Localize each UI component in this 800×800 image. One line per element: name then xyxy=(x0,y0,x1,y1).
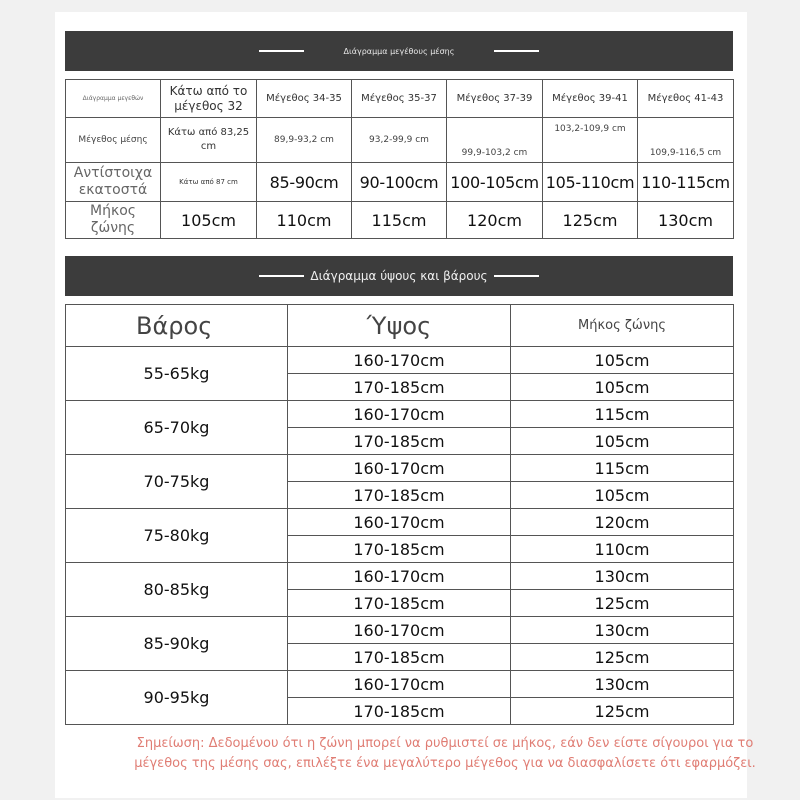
height-cell: 160-170cm xyxy=(288,455,511,482)
row-label-percent: Αντίστοιχα εκατοστά xyxy=(66,163,161,202)
belt-cell: 105cm xyxy=(511,374,734,401)
table-row xyxy=(66,455,734,482)
height-cell: 170-185cm xyxy=(288,428,511,455)
banner-rule-left xyxy=(259,275,304,277)
column-header: Κάτω από το μέγεθος 32 xyxy=(161,80,257,118)
table-row xyxy=(66,563,734,590)
waist-value: 89,9-93,2 cm xyxy=(257,118,352,163)
belt-cell: 130cm xyxy=(511,617,734,644)
belt-length-header: Μήκος ζώνης xyxy=(511,305,734,347)
table-row xyxy=(66,401,734,428)
note-line-2: μέγεθος της μέσης σας, επιλέξτε ένα μεγαλύτερο μέγεθος για να διασφαλίσετε ότι εφαρμόζει. xyxy=(134,756,756,771)
banner-rule-right xyxy=(494,275,539,277)
height-cell: 160-170cm xyxy=(288,671,511,698)
table-header-row xyxy=(66,80,734,118)
height-cell: 160-170cm xyxy=(288,617,511,644)
fit-note xyxy=(95,734,795,774)
banner-rule-right xyxy=(494,50,539,52)
belt-cell: 115cm xyxy=(511,455,734,482)
height-weight-title: Διάγραμμα ύψους και βάρους xyxy=(310,269,488,283)
banner-rule-left xyxy=(259,50,304,52)
column-header: Μέγεθος 37-39 xyxy=(447,80,543,118)
belt-cell: 125cm xyxy=(511,698,734,725)
table-row xyxy=(66,347,734,374)
belt-value: 115cm xyxy=(352,202,447,239)
column-header: Μέγεθος 34-35 xyxy=(257,80,352,118)
note-line-1: Σημείωση: Δεδομένου ότι η ζώνη μπορεί να ρυθμιστεί σε μήκος, εάν δεν είστε σίγουροι για το xyxy=(136,736,754,751)
belt-value: 130cm xyxy=(638,202,734,239)
percent-value: 85-90cm xyxy=(257,163,352,202)
waist-chart-title: Διάγραμμα μεγέθους μέσης xyxy=(343,46,455,56)
table-row xyxy=(66,671,734,698)
weight-cell: 65-70kg xyxy=(66,401,288,455)
row-label-waist: Μέγεθος μέσης xyxy=(66,118,161,163)
weight-cell: 75-80kg xyxy=(66,509,288,563)
waist-value: 99,9-103,2 cm xyxy=(447,118,543,163)
waist-value: Κάτω από 83,25 cm xyxy=(161,118,257,163)
percent-value: 90-100cm xyxy=(352,163,447,202)
height-cell: 170-185cm xyxy=(288,536,511,563)
belt-cell: 130cm xyxy=(511,563,734,590)
waist-size-table xyxy=(65,79,734,239)
belt-cell: 125cm xyxy=(511,590,734,617)
belt-cell: 110cm xyxy=(511,536,734,563)
height-cell: 160-170cm xyxy=(288,509,511,536)
belt-cell: 105cm xyxy=(511,347,734,374)
table-row xyxy=(66,617,734,644)
waist-chart-banner xyxy=(65,31,733,71)
column-header: Μέγεθος 41-43 xyxy=(638,80,734,118)
belt-cell: 125cm xyxy=(511,644,734,671)
height-cell: 160-170cm xyxy=(288,563,511,590)
belt-cell: 115cm xyxy=(511,401,734,428)
height-weight-banner xyxy=(65,256,733,296)
weight-cell: 85-90kg xyxy=(66,617,288,671)
belt-cell: 120cm xyxy=(511,509,734,536)
table-row xyxy=(66,118,734,163)
belt-value: 105cm xyxy=(161,202,257,239)
height-cell: 170-185cm xyxy=(288,644,511,671)
height-cell: 160-170cm xyxy=(288,401,511,428)
weight-cell: 55-65kg xyxy=(66,347,288,401)
belt-value: 120cm xyxy=(447,202,543,239)
row-label-belt: Μήκος ζώνης xyxy=(66,202,161,239)
waist-value: 103,2-109,9 cm xyxy=(543,118,638,163)
belt-value: 110cm xyxy=(257,202,352,239)
belt-cell: 105cm xyxy=(511,428,734,455)
percent-value: 105-110cm xyxy=(543,163,638,202)
height-weight-table xyxy=(65,304,734,725)
table-row xyxy=(66,163,734,202)
waist-value: 109,9-116,5 cm xyxy=(638,118,734,163)
belt-cell: 130cm xyxy=(511,671,734,698)
table-row xyxy=(66,202,734,239)
percent-value: Κάτω από 87 cm xyxy=(161,163,257,202)
percent-value: 110-115cm xyxy=(638,163,734,202)
waist-value: 93,2-99,9 cm xyxy=(352,118,447,163)
height-header: Ύψος xyxy=(288,305,511,347)
percent-value: 100-105cm xyxy=(447,163,543,202)
weight-cell: 70-75kg xyxy=(66,455,288,509)
height-cell: 170-185cm xyxy=(288,590,511,617)
height-cell: 170-185cm xyxy=(288,482,511,509)
height-cell: 170-185cm xyxy=(288,698,511,725)
weight-cell: 80-85kg xyxy=(66,563,288,617)
size-chart-label: Διάγραμμα μεγεθών xyxy=(66,80,161,118)
table-row xyxy=(66,509,734,536)
belt-value: 125cm xyxy=(543,202,638,239)
column-header: Μέγεθος 35-37 xyxy=(352,80,447,118)
height-cell: 160-170cm xyxy=(288,347,511,374)
height-cell: 170-185cm xyxy=(288,374,511,401)
column-header: Μέγεθος 39-41 xyxy=(543,80,638,118)
weight-cell: 90-95kg xyxy=(66,671,288,725)
weight-header: Βάρος xyxy=(66,305,288,347)
belt-cell: 105cm xyxy=(511,482,734,509)
table-header-row xyxy=(66,305,734,347)
